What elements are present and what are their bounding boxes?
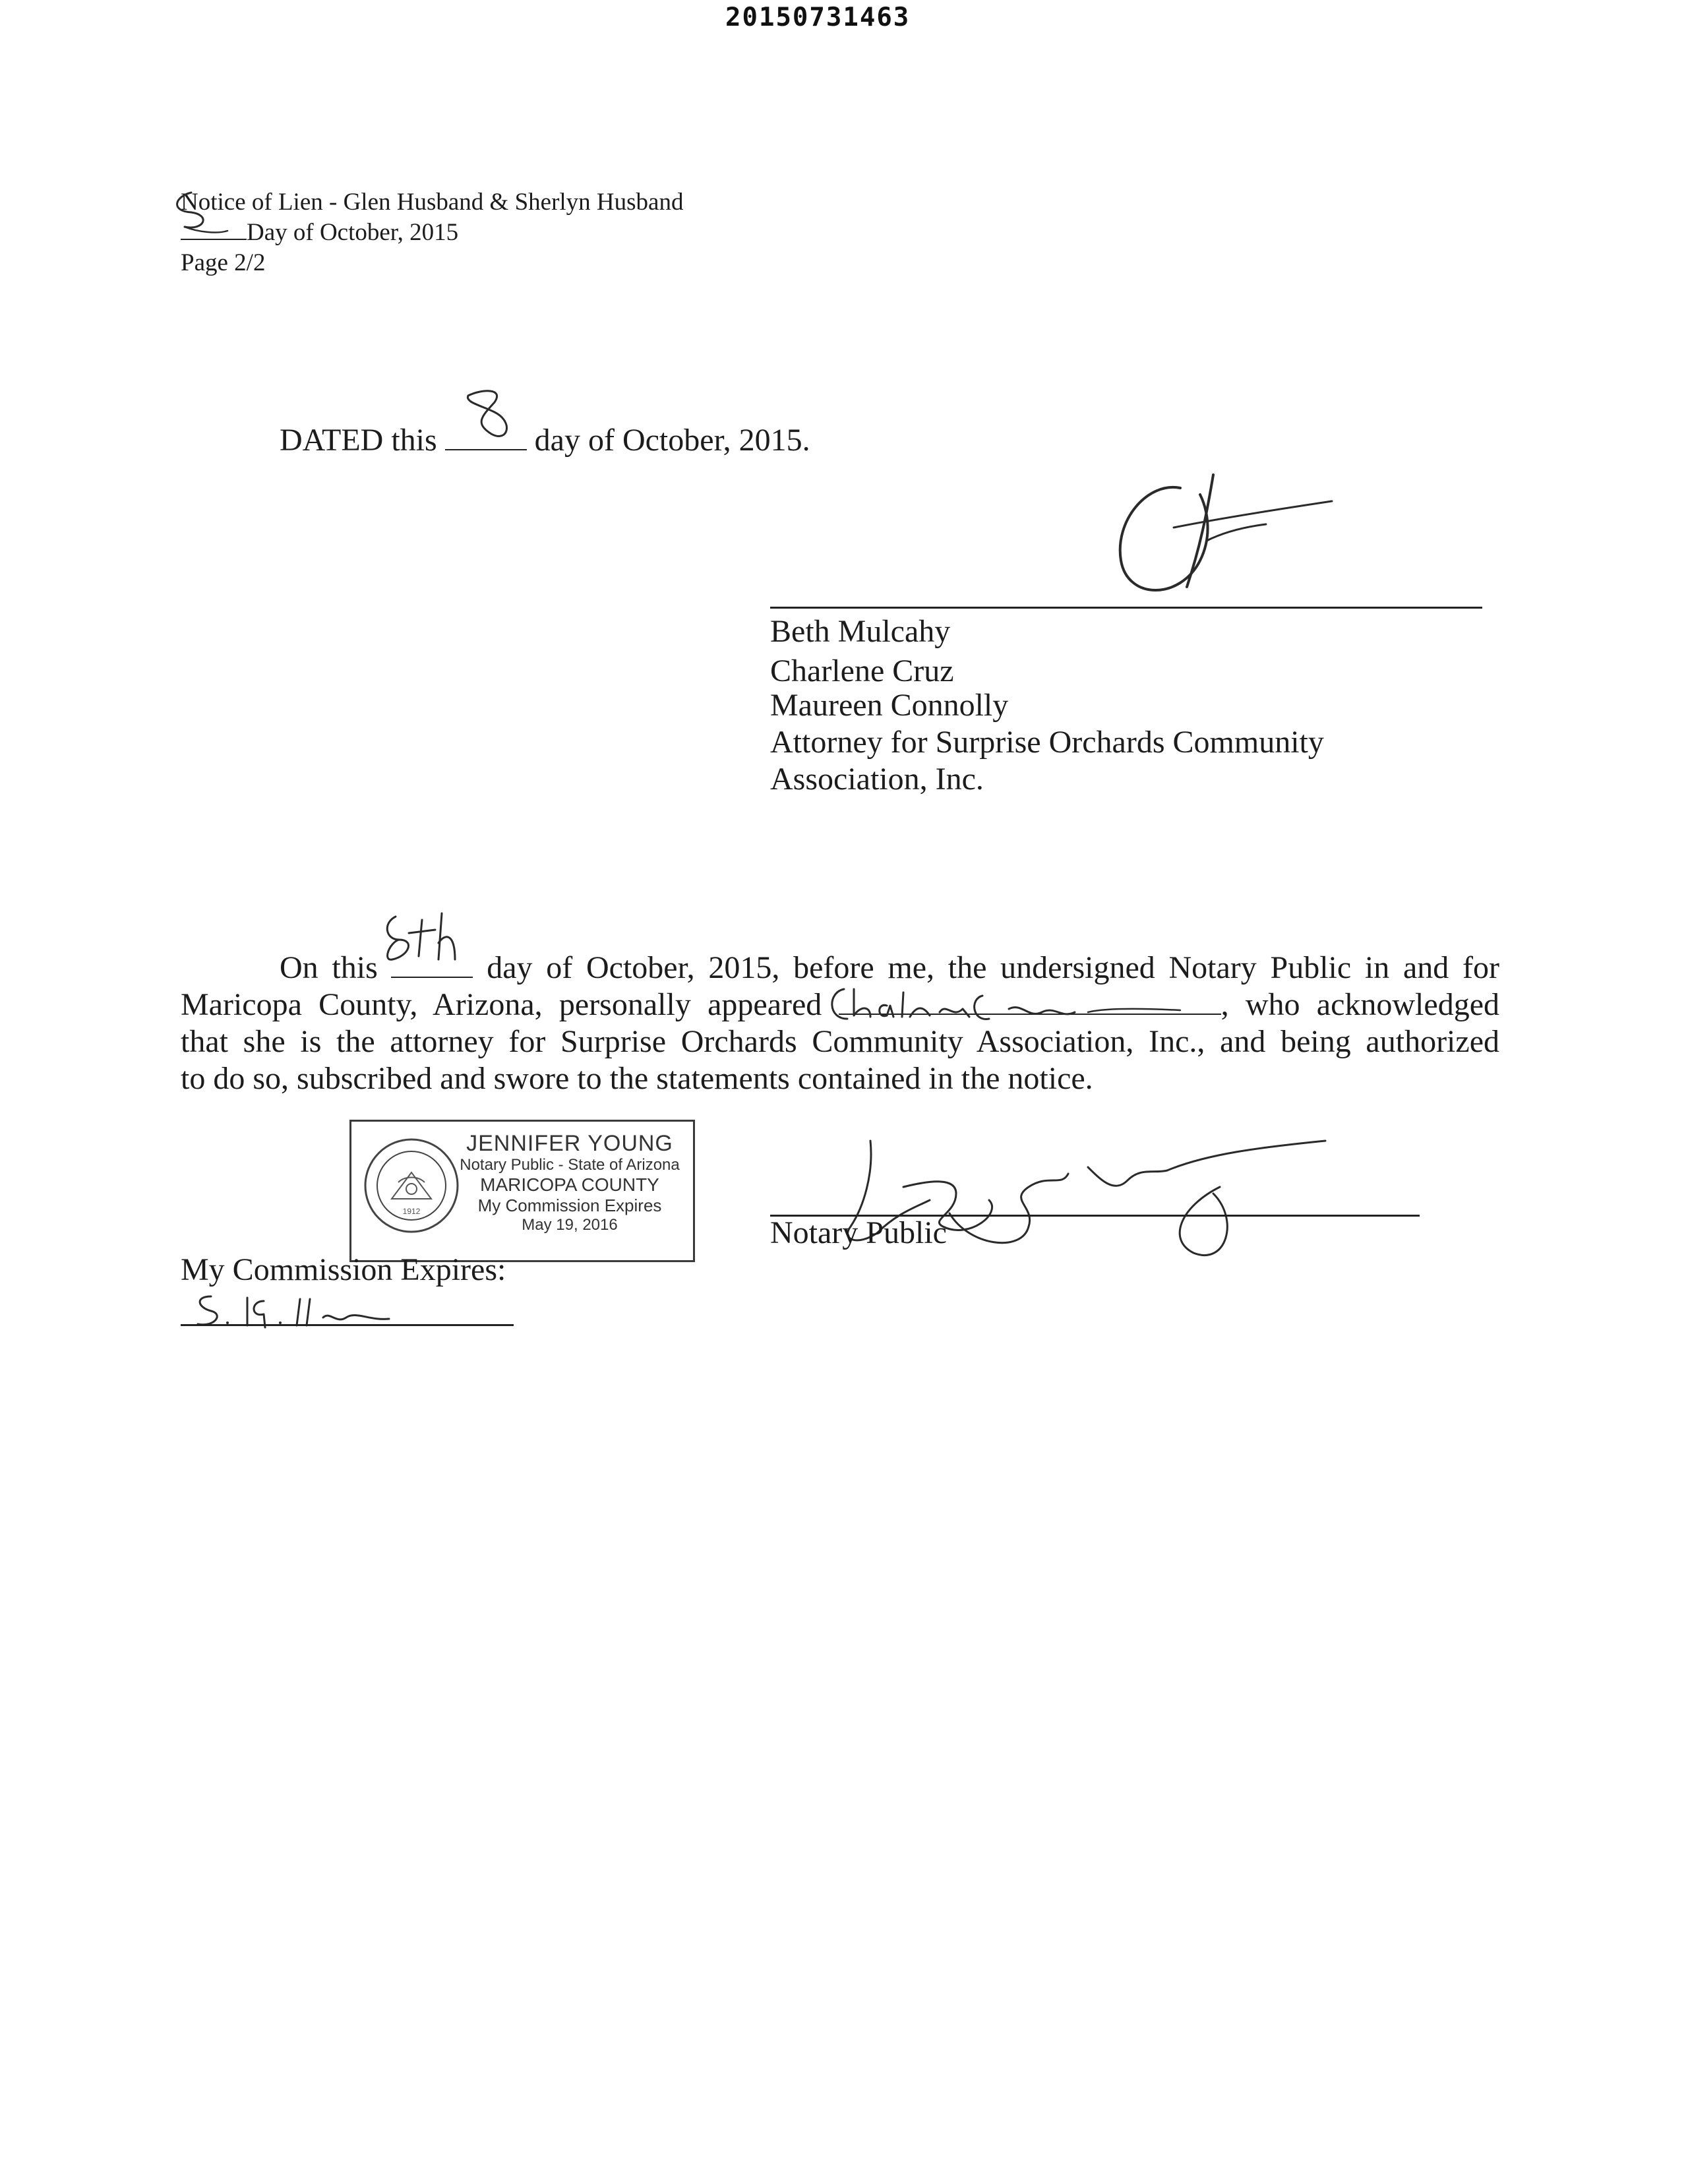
stamp-commission-label: My Commission Expires [477,1196,662,1215]
ack-line-2-suffix: , who acknowledged [1221,987,1499,1022]
attorney-signature-line [770,607,1482,609]
ack-line-1-suffix: day of October, 2015, before me, the undersigned Notary Public in and for [487,950,1500,985]
signatory-name-2: Charlene Cruz [770,653,954,688]
notary-signature [837,1134,1345,1292]
dated-prefix: DATED this [280,423,437,458]
notary-public-label: Notary Public [770,1215,947,1250]
ack-line-4: to do so, subscribed and swore to the statements contained in the notice. [181,1061,1093,1096]
appeared-name-handwriting [824,983,1207,1029]
header-title: Notice of Lien - Glen Husband & Sherlyn Husband [181,189,684,216]
signatory-title-line-1: Attorney for Surprise Orchards Community [770,725,1324,760]
signatory-name-1: Beth Mulcahy [770,614,951,649]
signatory-title-line-2: Association, Inc. [770,762,984,797]
svg-text:1912: 1912 [402,1207,421,1216]
dated-suffix: day of October, 2015. [534,423,810,458]
recording-number: 20150731463 [725,3,911,32]
commission-expires-label: My Commission Expires: [181,1252,506,1287]
dated-day-handwritten-8 [455,382,528,455]
stamp-text-block [450,1131,689,1235]
dated-line [280,422,810,458]
stamp-expiration-date: May 19, 2016 [522,1216,618,1234]
ack-line-1-prefix: On this [280,950,378,985]
header-day-text: Day of October, 2015 [247,219,459,246]
stamp-notary-title: Notary Public - State of Arizona [460,1156,680,1174]
notary-stamp [349,1120,695,1262]
signatory-name-3: Maureen Connolly [770,688,1009,723]
stamp-county: MARICOPA COUNTY [480,1174,659,1195]
ack-day-handwritten-8th [376,903,488,976]
commission-date-line [181,1324,514,1326]
ack-line-3: that she is the attorney for Surprise Orchards Community Association, Inc., and being authorized [181,1024,1499,1059]
arizona-state-seal-icon [362,1136,461,1235]
stamp-notary-name: JENNIFER YOUNG [466,1131,673,1156]
ack-line-2-prefix: Maricopa County, Arizona, personally appeared [181,987,822,1022]
ack-day-blank [391,976,473,978]
header-page-number: Page 2/2 [181,249,266,276]
header-day-handwritten-8 [165,185,237,244]
attorney-signature [1108,462,1345,607]
